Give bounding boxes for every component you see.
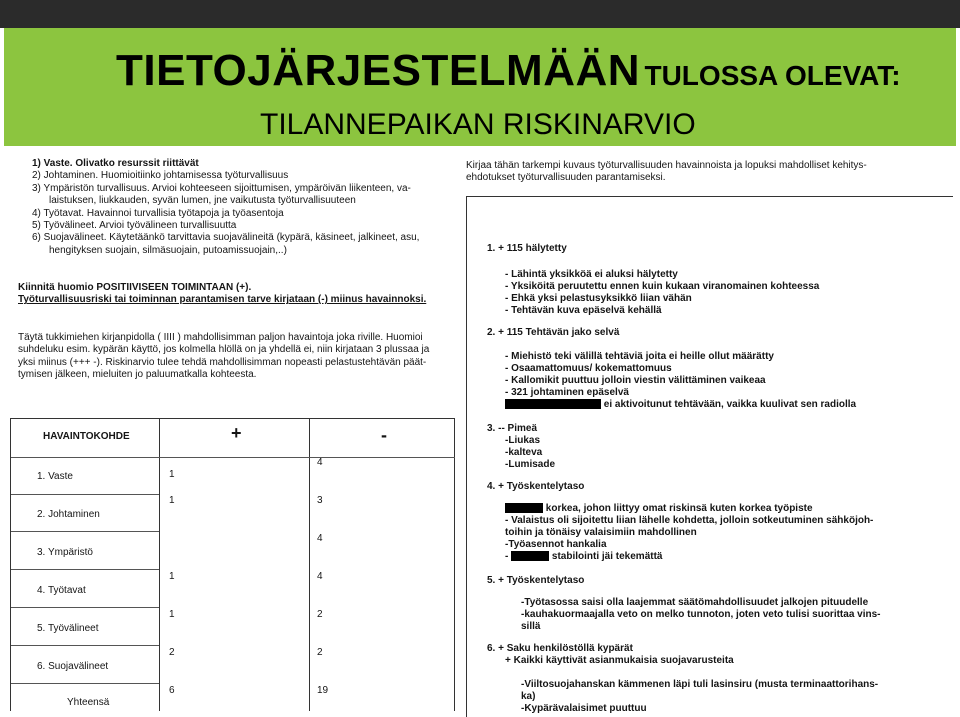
table-divider (11, 569, 159, 570)
table-row-label: 5. Työvälineet (37, 623, 99, 634)
table-cell-minus: 2 (317, 609, 323, 620)
note-heading: 3. -- Pimeä (487, 423, 538, 434)
note-line: -Työasennot hankalia (505, 539, 607, 550)
notice-line: Työturvallisuusriski tai toiminnan parantamisen tarve kirjataan (-) miinus havainnoksi. (18, 294, 427, 306)
table-total-plus: 6 (169, 685, 175, 696)
criteria-item: 2) Johtaminen. Huomioitiinko johtamisessa työturvallisuus (32, 170, 289, 182)
plus-column-header: + (231, 423, 242, 443)
table-cell-plus: 1 (169, 495, 175, 506)
instruction-line: suhdeluku esim. kypärän käyttö, jos kolmella hlöllä on ja yhdellä ei, niin kirjataan 3 plussaa ja (18, 344, 430, 356)
notes-intro (466, 160, 946, 185)
table-cell-minus: 4 (317, 571, 323, 582)
criteria-item: laistuksen, liukkauden, syvän lumen, jne vaikutusta työturvallisuuteen (49, 195, 356, 207)
table-divider (11, 607, 159, 608)
instruction-line: Täytä tukkimiehen kirjanpidolla ( IIII ) mahdollisimman paljon havaintoja joka riville. Huomioi (18, 332, 423, 343)
title-secondary: TULOSSA OLEVAT: (644, 60, 901, 91)
table-divider (454, 419, 455, 711)
notice-line: Kiinnitä huomio POSITIIVISEEN TOIMINTAAN (+). (18, 282, 252, 293)
note-line: -Kypärävalaisimet puuttuu (521, 703, 647, 714)
note-line: - Miehistö teki välillä tehtäviä joita ei heille ollut määrätty (505, 351, 774, 362)
criteria-item: 1) Vaste. Olivatko resurssit riittävät (32, 158, 199, 169)
table-divider (309, 419, 310, 711)
note-line: -Lumisade (505, 459, 556, 470)
table-divider (11, 645, 159, 646)
note-line: -kauhakuormaajalla veto on melko tunnoton, joten veto tulisi suorittaa vins- (521, 609, 881, 620)
note-line: + Kaikki käyttivät asianmukaisia suojavarusteita (505, 655, 734, 666)
criteria-item: 3) Ympäristön turvallisuus. Arvioi kohteeseen sijoittumisen, ympäröivän liikenteen, va- (32, 182, 411, 194)
table-row-label: 3. Ympäristö (37, 547, 93, 558)
form-scan-left (4, 150, 464, 716)
table-cell-minus: 4 (317, 533, 323, 544)
criteria-item: hengityksen suojain, silmäsuojain, putoamissuojain,..) (49, 244, 287, 256)
table-total-minus: 19 (317, 685, 329, 696)
instructions-block (18, 332, 458, 382)
table-divider (11, 683, 159, 684)
title-banner (4, 28, 956, 146)
redaction-box (505, 399, 601, 409)
note-line: korkea, johon liittyy omat riskinsä kuten korkea työpiste (545, 503, 813, 514)
note-line: - Kallomikit puuttuu jolloin viestin välittäminen vaikeaa (505, 375, 766, 386)
top-bar (0, 0, 960, 28)
note-line: sillä (521, 621, 541, 632)
title-main: TIETOJÄRJESTELMÄÄN (116, 46, 641, 95)
notice-block (18, 282, 458, 307)
table-cell-minus: 4 (317, 457, 323, 468)
note-line: - Ehkä yksi pelastusyksikkö liian vähän (505, 293, 692, 304)
table-cell-plus: 1 (169, 609, 175, 620)
table-header: HAVAINTOKOHDE (43, 431, 130, 442)
table-total-label: Yhteensä (67, 697, 110, 708)
table-divider (11, 531, 159, 532)
table-cell-minus: 2 (317, 647, 323, 658)
note-line: - Valaistus oli sijoitettu liian lähelle kohdetta, jolloin sotkeutuminen sähköjoh- (505, 515, 874, 526)
note-line-redacted (505, 503, 813, 514)
redaction-box (505, 503, 543, 513)
note-line: ei aktivoitunut tehtävään, vaikka kuulivat sen radiolla (603, 399, 857, 410)
note-line: toihin ja tönäisy valaisimiin mahdollinen (505, 527, 697, 538)
table-divider (159, 419, 160, 711)
note-heading: 5. + Työskentelytaso (487, 575, 585, 586)
criteria-item: 6) Suojavälineet. Käytetäänkö tarvittavia suojavälineitä (kypärä, käsineet, jalkineet, asu, (32, 232, 420, 244)
intro-line: Kirjaa tähän tarkempi kuvaus työturvallisuuden havainnoista ja lopuksi mahdolliset kehitys- (466, 160, 867, 171)
table-row-label: 2. Johtaminen (37, 509, 100, 520)
note-line: - 321 johtaminen epäselvä (505, 387, 629, 398)
note-heading: 1. + 115 hälytetty (487, 243, 567, 254)
table-cell-plus: 1 (169, 571, 175, 582)
notes-box (466, 196, 953, 717)
note-line: - Tehtävän kuva epäselvä kehällä (505, 305, 662, 316)
note-line: -Viiltosuojahanskan kämmenen läpi tuli lasinsiru (musta terminaattorihans- (521, 679, 879, 690)
table-cell-plus: 2 (169, 647, 175, 658)
table-divider (11, 457, 455, 458)
note-line: -Liukas (505, 435, 541, 446)
table-row-label: 4. Työtavat (37, 585, 86, 596)
instruction-line: tymisen jälkeen, mieluiten jo paluumatkalla kohteesta. (18, 369, 257, 381)
note-line: stabilointi jäi tekemättä (551, 551, 663, 562)
table-cell-minus: 3 (317, 495, 323, 506)
table-divider (11, 494, 159, 495)
redaction-box (511, 551, 549, 561)
note-line: - Osaamattomuus/ kokemattomuus (505, 363, 672, 374)
observation-table (10, 418, 455, 711)
note-heading: 4. + Työskentelytaso (487, 481, 585, 492)
note-line-redacted (505, 399, 856, 410)
criteria-item: 5) Työvälineet. Arvioi työvälineen turvallisuutta (32, 220, 237, 232)
note-line: ka) (521, 691, 536, 702)
note-line: -Työtasossa saisi olla laajemmat säätömahdollisuudet jalkojen pituudelle (521, 597, 869, 608)
note-line: - Lähintä yksikköä ei aluksi hälytetty (505, 269, 678, 280)
note-heading: 2. + 115 Tehtävän jako selvä (487, 327, 620, 338)
instruction-line: yksi miinus (+++ -). Riskinarvio tulee tehdä mahdollisimman nopeasti pelastustehtävän päät- (18, 356, 427, 368)
slide-title (116, 46, 901, 96)
slide-subtitle: TILANNEPAIKAN RISKINARVIO (260, 108, 696, 141)
minus-column-header: - (381, 425, 387, 445)
note-line: -kalteva (505, 447, 543, 458)
criteria-list (32, 158, 457, 257)
note-line: - Yksiköitä peruutettu ennen kuin kukaan viranomainen kohteessa (505, 281, 820, 292)
table-row-label: 1. Vaste (37, 471, 73, 482)
table-cell-plus: 1 (169, 469, 175, 480)
intro-line: ehdotukset työturvallisuuden parantamiseksi. (466, 172, 666, 184)
table-row-label: 6. Suojavälineet (37, 661, 109, 672)
note-heading: 6. + Saku henkilöstöllä kypärät (487, 643, 633, 654)
form-scan-right (466, 150, 956, 716)
note-line-redacted: - stabilointi jäi tekemättä (505, 551, 663, 562)
criteria-item: 4) Työtavat. Havainnoi turvallisia työtapoja ja työasentoja (32, 207, 284, 219)
